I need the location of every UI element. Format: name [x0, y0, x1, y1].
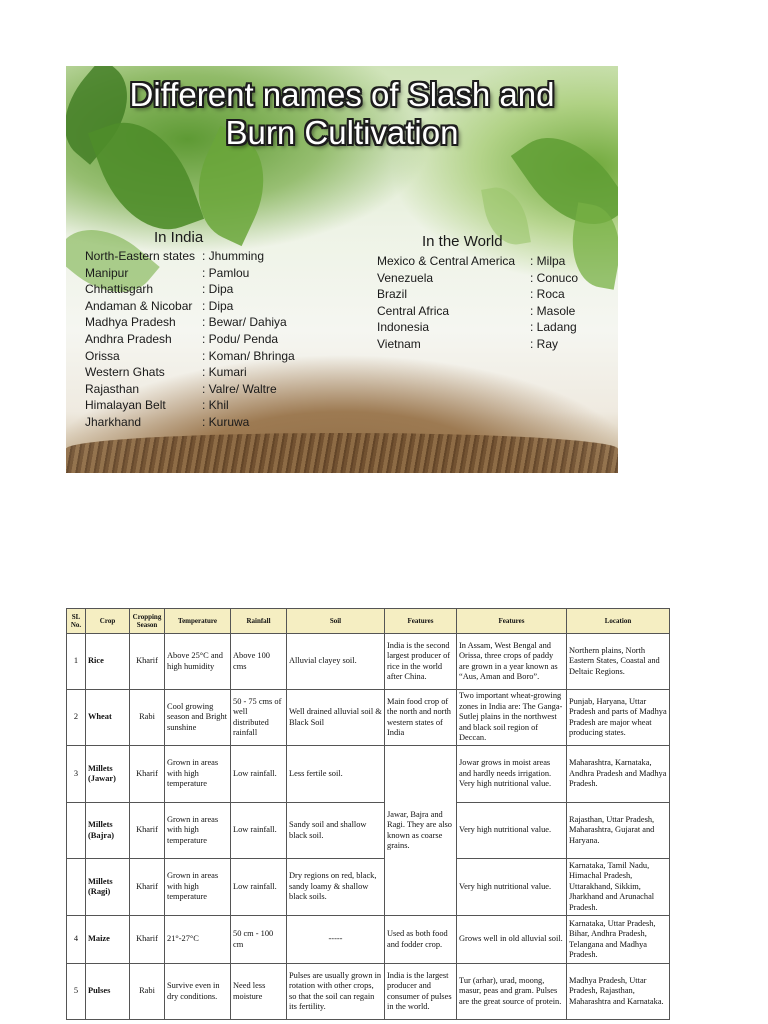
header-features: Features	[385, 609, 457, 634]
region-label: Manipur	[85, 265, 129, 280]
list-item	[377, 270, 612, 287]
local-name: : Milpa	[530, 254, 566, 268]
cell-features: Jowar grows in moist areas and hardly needs irrigation. Very high nutritional value.	[457, 746, 567, 803]
header-soil: Soil	[287, 609, 385, 634]
list-item	[85, 298, 325, 315]
list-item	[377, 286, 612, 303]
table-row	[67, 746, 670, 803]
cell-sl: 5	[67, 964, 86, 1020]
local-name: : Conuco	[530, 270, 579, 285]
cell-crop: Millets (Ragi)	[86, 859, 130, 916]
slide-title-line1: Different names of Slash and	[129, 76, 555, 113]
local-name: : Khil	[202, 398, 229, 413]
region-label: Mexico & Central America	[377, 254, 516, 268]
cell-features-millets: Jawar, Bajra and Ragi. They are also known as coarse grains.	[385, 746, 457, 916]
cell-crop: Wheat	[86, 690, 130, 746]
list-item	[85, 397, 325, 414]
region-label: North-Eastern states	[85, 249, 196, 263]
cell-features: Two important wheat-growing zones in India are: The Ganga-Sutlej plains in the northwest and black soil region of Deccan.	[457, 690, 567, 746]
cell-sl: 1	[67, 634, 86, 690]
cell-location: Northern plains, North Eastern States, Coastal and Deltaic Regions.	[567, 634, 670, 690]
local-name: : Kumari	[202, 365, 247, 380]
region-label: Jharkhand	[85, 414, 142, 429]
cell-crop: Millets (Jawar)	[86, 746, 130, 803]
list-item	[85, 281, 325, 298]
cell-features: Very high nutritional value.	[457, 859, 567, 916]
local-name: : Ray	[530, 336, 559, 351]
cell-season: Kharif	[130, 803, 165, 859]
cell-temperature: Grown in areas with high temperature	[165, 746, 231, 803]
table-row	[67, 634, 670, 690]
header-temperature: Temperature	[165, 609, 231, 634]
cell-rainfall: 50 cm - 100 cm	[231, 916, 287, 964]
india-heading: In India	[154, 229, 204, 246]
cell-sl: 2	[67, 690, 86, 746]
cell-features: Grows well in old alluvial soil.	[457, 916, 567, 964]
cell-features: Used as both food and fodder crop.	[385, 916, 457, 964]
cell-location: Madhya Pradesh, Uttar Pradesh, Rajasthan, Maharashtra and Karnataka.	[567, 964, 670, 1020]
local-name: : Bewar/ Dahiya	[202, 315, 287, 330]
cell-sl	[67, 803, 86, 859]
cell-rainfall: Low rainfall.	[231, 859, 287, 916]
cell-temperature: Above 25°C and high humidity	[165, 634, 231, 690]
cell-sl: 3	[67, 746, 86, 803]
cell-rainfall: 50 - 75 cms of well distributed rainfall	[231, 690, 287, 746]
crop-table	[66, 608, 670, 1020]
table-row	[67, 690, 670, 746]
local-name: : Pamlou	[202, 265, 250, 280]
list-item	[85, 265, 325, 282]
region-label: Orissa	[85, 348, 120, 363]
local-name: : Ladang	[530, 320, 577, 335]
table-row	[67, 859, 670, 916]
cell-location: Karnataka, Uttar Pradesh, Bihar, Andhra Pradesh, Telangana and Madhya Pradesh.	[567, 916, 670, 964]
cell-location: Rajasthan, Uttar Pradesh, Maharashtra, Gujarat and Haryana.	[567, 803, 670, 859]
cell-soil: -----	[287, 916, 385, 964]
region-label: Chhattisgarh	[85, 282, 154, 297]
region-label: Venezuela	[377, 270, 434, 285]
cell-features: Main food crop of the north and north western states of India	[385, 690, 457, 746]
cell-soil: Sandy soil and shallow black soil.	[287, 803, 385, 859]
list-item	[85, 348, 325, 365]
cell-temperature: 21°-27°C	[165, 916, 231, 964]
local-name: : Dipa	[202, 282, 234, 297]
region-label: Brazil	[377, 287, 408, 302]
local-name: : Roca	[530, 287, 565, 302]
list-item	[377, 336, 612, 353]
region-label: Vietnam	[377, 336, 421, 351]
header-rainfall: Rainfall	[231, 609, 287, 634]
region-label: Western Ghats	[85, 365, 165, 380]
cell-location: Maharashtra, Karnataka, Andhra Pradesh and Madhya Pradesh.	[567, 746, 670, 803]
cell-features: Tur (arhar), urad, moong, masur, peas and gram. Pulses are the great source of protein.	[457, 964, 567, 1020]
world-names-list	[377, 253, 612, 353]
cell-temperature: Cool growing season and Bright sunshine	[165, 690, 231, 746]
local-name: : Podu/ Penda	[202, 331, 279, 346]
cell-rainfall: Low rainfall.	[231, 803, 287, 859]
cell-temperature: Grown in areas with high temperature	[165, 803, 231, 859]
india-names-list	[85, 248, 325, 431]
local-name: : Kuruwa	[202, 414, 250, 429]
local-name: : Masole	[530, 303, 576, 318]
cell-crop: Millets (Bajra)	[86, 803, 130, 859]
table-header-row	[67, 609, 670, 634]
cell-sl	[67, 859, 86, 916]
cell-rainfall: Above 100 cms	[231, 634, 287, 690]
cell-crop: Pulses	[86, 964, 130, 1020]
header-sl: SL No.	[67, 609, 86, 634]
cell-season: Kharif	[130, 634, 165, 690]
cell-soil: Well drained alluvial soil & Black Soil	[287, 690, 385, 746]
cell-crop: Maize	[86, 916, 130, 964]
cell-features: India is the largest producer and consumer of pulses in the world.	[385, 964, 457, 1020]
cell-features: India is the second largest producer of rice in the world after China.	[385, 634, 457, 690]
header-season: Cropping Season	[130, 609, 165, 634]
table-row	[67, 803, 670, 859]
cell-rainfall: Need less moisture	[231, 964, 287, 1020]
local-name: : Valre/ Waltre	[202, 381, 277, 396]
region-label: Andaman & Nicobar	[85, 298, 193, 313]
region-label: Central Africa	[377, 303, 450, 318]
cell-location: Punjab, Haryana, Uttar Pradesh and parts of Madhya Pradesh are major wheat producing states.	[567, 690, 670, 746]
header-location: Location	[567, 609, 670, 634]
slide-image	[66, 66, 618, 473]
table-row	[67, 916, 670, 964]
cell-season: Rabi	[130, 690, 165, 746]
cell-season: Kharif	[130, 916, 165, 964]
list-item	[85, 331, 325, 348]
local-name: : Koman/ Bhringa	[202, 348, 295, 363]
header-crop: Crop	[86, 609, 130, 634]
cell-crop: Rice	[86, 634, 130, 690]
local-name: : Jhumming	[202, 249, 265, 263]
cell-temperature: Survive even in dry conditions.	[165, 964, 231, 1020]
world-heading: In the World	[422, 233, 503, 250]
region-label: Rajasthan	[85, 381, 140, 396]
table-row	[67, 964, 670, 1020]
cell-features: In Assam, West Bengal and Orissa, three crops of paddy are grown in a year known as “Aus, Aman and Boro”.	[457, 634, 567, 690]
cell-temperature: Grown in areas with high temperature	[165, 859, 231, 916]
cell-sl: 4	[67, 916, 86, 964]
region-label: Indonesia	[377, 320, 430, 335]
list-item	[85, 414, 325, 431]
cell-soil: Less fertile soil.	[287, 746, 385, 803]
cell-soil: Dry regions on red, black, sandy loamy & shallow black soils.	[287, 859, 385, 916]
cell-soil: Pulses are usually grown in rotation with other crops, so that the soil can regain its fertility.	[287, 964, 385, 1020]
cell-rainfall: Low rainfall.	[231, 746, 287, 803]
cell-season: Kharif	[130, 746, 165, 803]
cell-features: Very high nutritional value.	[457, 803, 567, 859]
list-item	[377, 253, 612, 270]
list-item	[85, 314, 325, 331]
list-item	[85, 248, 325, 265]
list-item	[85, 381, 325, 398]
list-item	[377, 319, 612, 336]
cell-season: Rabi	[130, 964, 165, 1020]
slide-title-line2: Burn Cultivation	[225, 114, 459, 151]
header-features: Features	[457, 609, 567, 634]
cell-soil: Alluvial clayey soil.	[287, 634, 385, 690]
local-name: : Dipa	[202, 298, 234, 313]
cell-location: Karnataka, Tamil Nadu, Himachal Pradesh, Uttarakhand, Sikkim, Jharkhand and Arunachal Pradesh.	[567, 859, 670, 916]
region-label: Andhra Pradesh	[85, 331, 172, 346]
list-item	[85, 364, 325, 381]
region-label: Madhya Pradesh	[85, 315, 176, 330]
cell-season: Kharif	[130, 859, 165, 916]
region-label: Himalayan Belt	[85, 398, 166, 413]
slide-title	[66, 76, 618, 152]
soil-decoration	[66, 433, 618, 473]
list-item	[377, 303, 612, 320]
